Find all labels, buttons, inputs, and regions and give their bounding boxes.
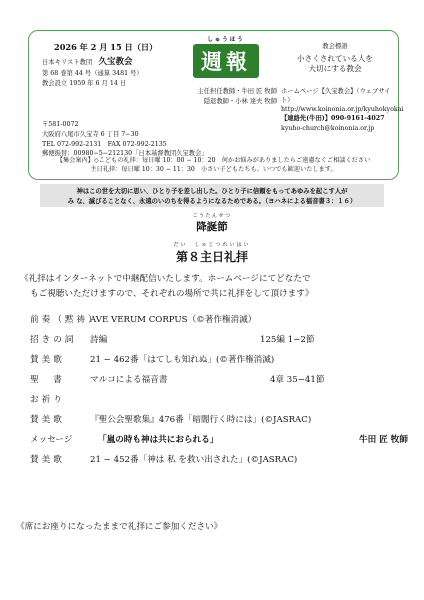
church-denomination: 日本キリスト教団	[42, 58, 93, 66]
pastor-line-1: 主任担任教師・牛田 匠 牧師	[197, 88, 277, 95]
broadcast-line-1: 《礼拝はインターネットで中継配信いたします。ホームページにてどなたで	[20, 274, 311, 284]
street-address: 大阪府八尾市久宝寺 6 丁目 7−30	[42, 130, 139, 138]
order-item-label: 聖 書	[30, 375, 65, 385]
notice-line-1: 【集会案内】◇こどもの礼拝：毎日曜 10：00 − 10：20 何かお悩みがありましたらご遠慮なくご相談ください	[56, 157, 371, 164]
order-item	[30, 413, 414, 429]
season-title	[0, 212, 424, 234]
order-item	[30, 313, 414, 329]
order-item	[30, 393, 414, 409]
church-motto	[275, 41, 395, 75]
meeting-notice	[29, 156, 398, 175]
order-item	[30, 373, 414, 389]
order-item-label: 招きの詞	[30, 335, 77, 345]
bible-verse-box	[40, 184, 384, 207]
bank-transfer: 郵便振替：00980−5−212130「日本基督教団久宝教会」	[42, 150, 208, 158]
service-ruby: だい しゅじつれいはい	[173, 242, 251, 248]
issue-date: 2026 年 2 月 15 日（日）	[54, 42, 158, 52]
order-item-detail: 21 − 452番「神は 私 を救い出された」(©JASRAC)	[90, 455, 298, 465]
broadcast-line-2: もご視聴いただけますので、それぞれの場所で共に礼拝をして頂けます》	[30, 288, 314, 299]
order-item-reference: 125編 1−2節	[260, 335, 315, 345]
order-item-detail: AVE VERUM CORPUS（©著作権消滅）	[90, 315, 257, 325]
newsletter-logo	[187, 35, 265, 78]
order-item-label: 賛美歌	[30, 455, 65, 465]
broadcast-notice	[20, 272, 410, 302]
season-ruby: こうたんせつ	[192, 213, 232, 219]
contact-email[interactable]: kyuho-church@koinonia.or.jp	[281, 124, 375, 132]
pastor-info	[189, 87, 277, 107]
motto-line-1: 小さくされている人を	[297, 54, 373, 63]
address-info	[42, 120, 262, 159]
homepage-label: ホームページ【久宝教会】（ウェブサイト）	[281, 88, 391, 105]
order-item-reference: 4章 35−41節	[270, 375, 325, 385]
order-item-label: 賛美歌	[30, 355, 65, 365]
postal-code: 〒581-0072	[42, 121, 79, 128]
sermon-title: 「嵐の時も神は共におられる」	[98, 435, 219, 445]
tel-fax: TEL 072-992-2131 FAX 072-992-2135	[42, 140, 167, 148]
founded-date: 教会設立 1959 年 6 月 14 日	[42, 79, 127, 87]
verse-line-1: 神はこの世を大切に思い、ひとり子を差し出した。ひとり子に信頼をもってあゆみを起こす人が	[76, 188, 348, 195]
verse-line-2: み な、滅びることなく、永遠のいのちを得るようになるためである。（ヨハネによる福音書３：１６）	[67, 197, 357, 205]
homepage-link[interactable]: http://www.koinonia.or.jp/kyuhokyokai	[281, 106, 404, 114]
service-title	[0, 241, 424, 265]
logo-ruby: しゅうほう	[207, 37, 245, 43]
closing-note-1: 《席にお座りになったままで礼拝にご参加ください》	[16, 522, 223, 532]
logo-title: 週報	[193, 44, 259, 78]
motto-line-2: 大切にする教会	[308, 64, 362, 74]
order-item-label: 前奏（黙祷）	[30, 315, 100, 325]
order-item-detail: 『聖公会聖歌集』476番「暗闇行く時には」(©JASRAC)	[90, 415, 312, 425]
order-item-label: メッセージ	[30, 435, 73, 445]
motto-title: 教会標語	[322, 43, 348, 50]
order-item	[30, 353, 414, 369]
preacher-name: 牛田 匠 牧師	[359, 435, 408, 445]
masthead	[28, 30, 404, 180]
contact-phone: 【連絡先(牛田)】090-9161-4027	[281, 115, 385, 123]
order-item-detail: 詩編	[90, 335, 108, 345]
issue-number: 第 68 巻第 44 号（通算 3481 号）	[42, 69, 143, 77]
homepage-info	[281, 87, 404, 133]
order-item	[30, 433, 414, 449]
season-name: 降誕節	[196, 221, 228, 233]
order-item-label: お祈り	[30, 395, 65, 405]
masthead-info	[42, 41, 182, 88]
church-name: 久宝教会	[98, 56, 133, 67]
order-item-detail: マルコによる福音書	[90, 375, 168, 385]
service-name: 第８主日礼拝	[175, 250, 248, 264]
order-item-label: 賛美歌	[30, 415, 65, 425]
notice-line-2: 主日礼拝：毎日曜 10：30 − 11：30 小さい子どもたちも、いつでも歓迎いたします。	[90, 166, 337, 174]
order-item	[30, 333, 414, 349]
order-item-detail: 21 − 462番「はてしも知れぬ」(©著作権消滅)	[90, 355, 275, 365]
order-item	[30, 453, 414, 469]
pastor-line-2: 隠退教師・小林 達夫 牧師	[203, 97, 277, 105]
